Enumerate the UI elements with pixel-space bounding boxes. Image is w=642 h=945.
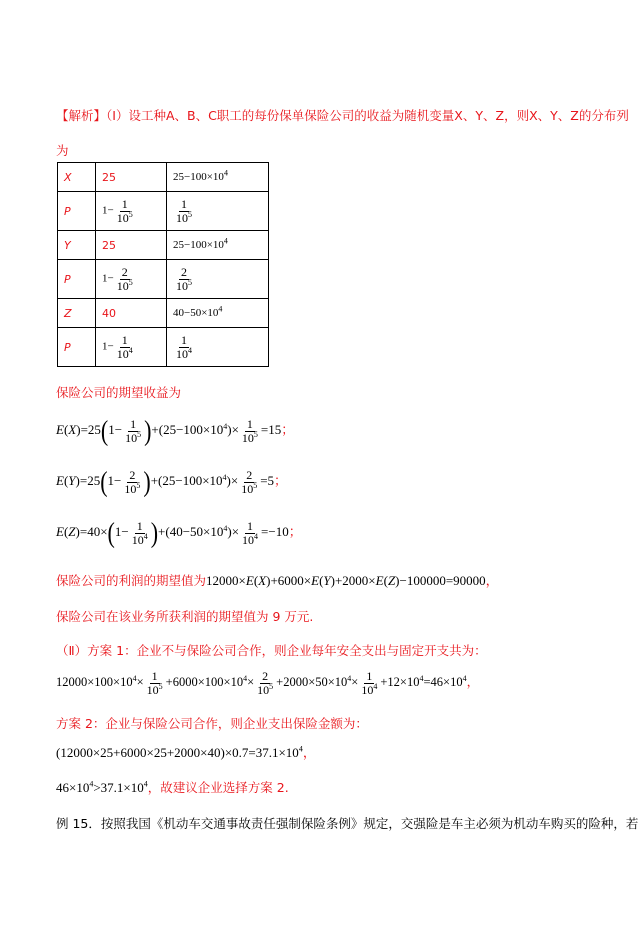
cell-expr: $\frac{2}{10^5}$ xyxy=(167,260,269,299)
row-label: P xyxy=(58,192,96,231)
row-label: Z xyxy=(58,299,96,328)
profit-conclusion: 保险公司在该业务所获利润的期望值为 9 万元. xyxy=(56,609,314,624)
cell-expr: $40-50\times 10^4$ xyxy=(167,299,269,328)
row-label: Y xyxy=(58,231,96,260)
plan2-text: 方案 2：企业与保险公司合作，则企业支出保险金额为： xyxy=(56,716,368,731)
cell-value: 25 xyxy=(96,163,167,192)
equation-ey: E(Y)=25(1− $\frac{2}{10^5}$ )$+(25-100\times 10^4)\times$ $\frac{2}{10^5}$ =5； xyxy=(56,465,288,498)
table-row xyxy=(58,163,269,192)
profit-line xyxy=(56,570,499,589)
table-row xyxy=(58,260,269,299)
table-row xyxy=(58,299,269,328)
equation-ez: E(Z)=40×(1− $\frac{1}{10^4}$ )$+(40-50\times 10^4)\times$ $\frac{1}{10^4}$ =−10； xyxy=(56,516,302,549)
cell-value: 25 xyxy=(96,231,167,260)
expectation-heading: 保险公司的期望收益为 xyxy=(56,385,182,400)
compare-expression: $46\times 10^4>37.1\times 10^4$ xyxy=(56,779,148,795)
table-row xyxy=(58,231,269,260)
table-row xyxy=(58,328,269,367)
row-label: P xyxy=(58,328,96,367)
part1-mark: （Ⅰ） xyxy=(106,108,129,123)
compare-line xyxy=(56,778,289,796)
cell-expr: $\frac{1}{10^4}$ xyxy=(167,328,269,367)
analysis-intro-line1 xyxy=(56,106,629,124)
distribution-table xyxy=(57,162,269,367)
profit-expression: 12000×E(X)+6000×E(Y)+2000×E(Z)−100000=90000， xyxy=(206,573,499,588)
example-15: 例 15．按照我国《机动车交通事故责任强制保险条例》规定，交强险是车主必须为机动车购买的险种，若 xyxy=(56,816,639,831)
cell-expr: 1− $\frac{1}{10^4}$ xyxy=(96,328,167,367)
cell-value: 40 xyxy=(96,299,167,328)
cell-expr: $25-100\times 10^4$ xyxy=(167,231,269,260)
cell-expr: $\frac{1}{10^5}$ xyxy=(167,192,269,231)
equation-ex: E(X)=25(1− $\frac{1}{10^5}$ )$+(25-100\times 10^4)\times$ $\frac{1}{10^5}$ =15； xyxy=(56,414,295,447)
cell-expr: 1− $\frac{1}{10^5}$ xyxy=(96,192,167,231)
profit-label: 保险公司的利润的期望值为 xyxy=(56,573,207,588)
part2-mark: （Ⅱ） xyxy=(56,643,88,658)
plan1-text: 方案 1：企业不与保险公司合作，则企业每年安全支出与固定开支共为： xyxy=(87,643,487,658)
row-label: X xyxy=(58,163,96,192)
plan2-expression: $(12000\times 25+6000\times 25+2000\times 40)\times 0.7=37.1\times 10^4$， xyxy=(56,744,316,760)
analysis-head: 【解析】 xyxy=(56,108,107,123)
plan1-expression: $12000\times 100\times 10^4\times$ $\frac{1}{10^5}$ $+6000\times 100\times 10^4\times$ $\frac{2}{10^5}$ $+2000\times 50\times 10^4\times$ $\frac{1}{10^4}$ $+12\times 10^4=46\times 10^4$， xyxy=(56,669,480,697)
cell-expr: $25-100\times 10^4$ xyxy=(167,163,269,192)
row-label: P xyxy=(58,260,96,299)
analysis-intro-line2: 为 xyxy=(56,143,69,158)
plan1-line xyxy=(56,641,487,659)
table-row xyxy=(58,192,269,231)
compare-text: ，故建议企业选择方案 2. xyxy=(147,780,289,795)
intro-text: 设工种A、B、C职工的每份保单保险公司的收益为随机变量X、Y、Z，则X、Y、Z的分布列 xyxy=(128,108,629,123)
cell-expr: 1− $\frac{2}{10^5}$ xyxy=(96,260,167,299)
